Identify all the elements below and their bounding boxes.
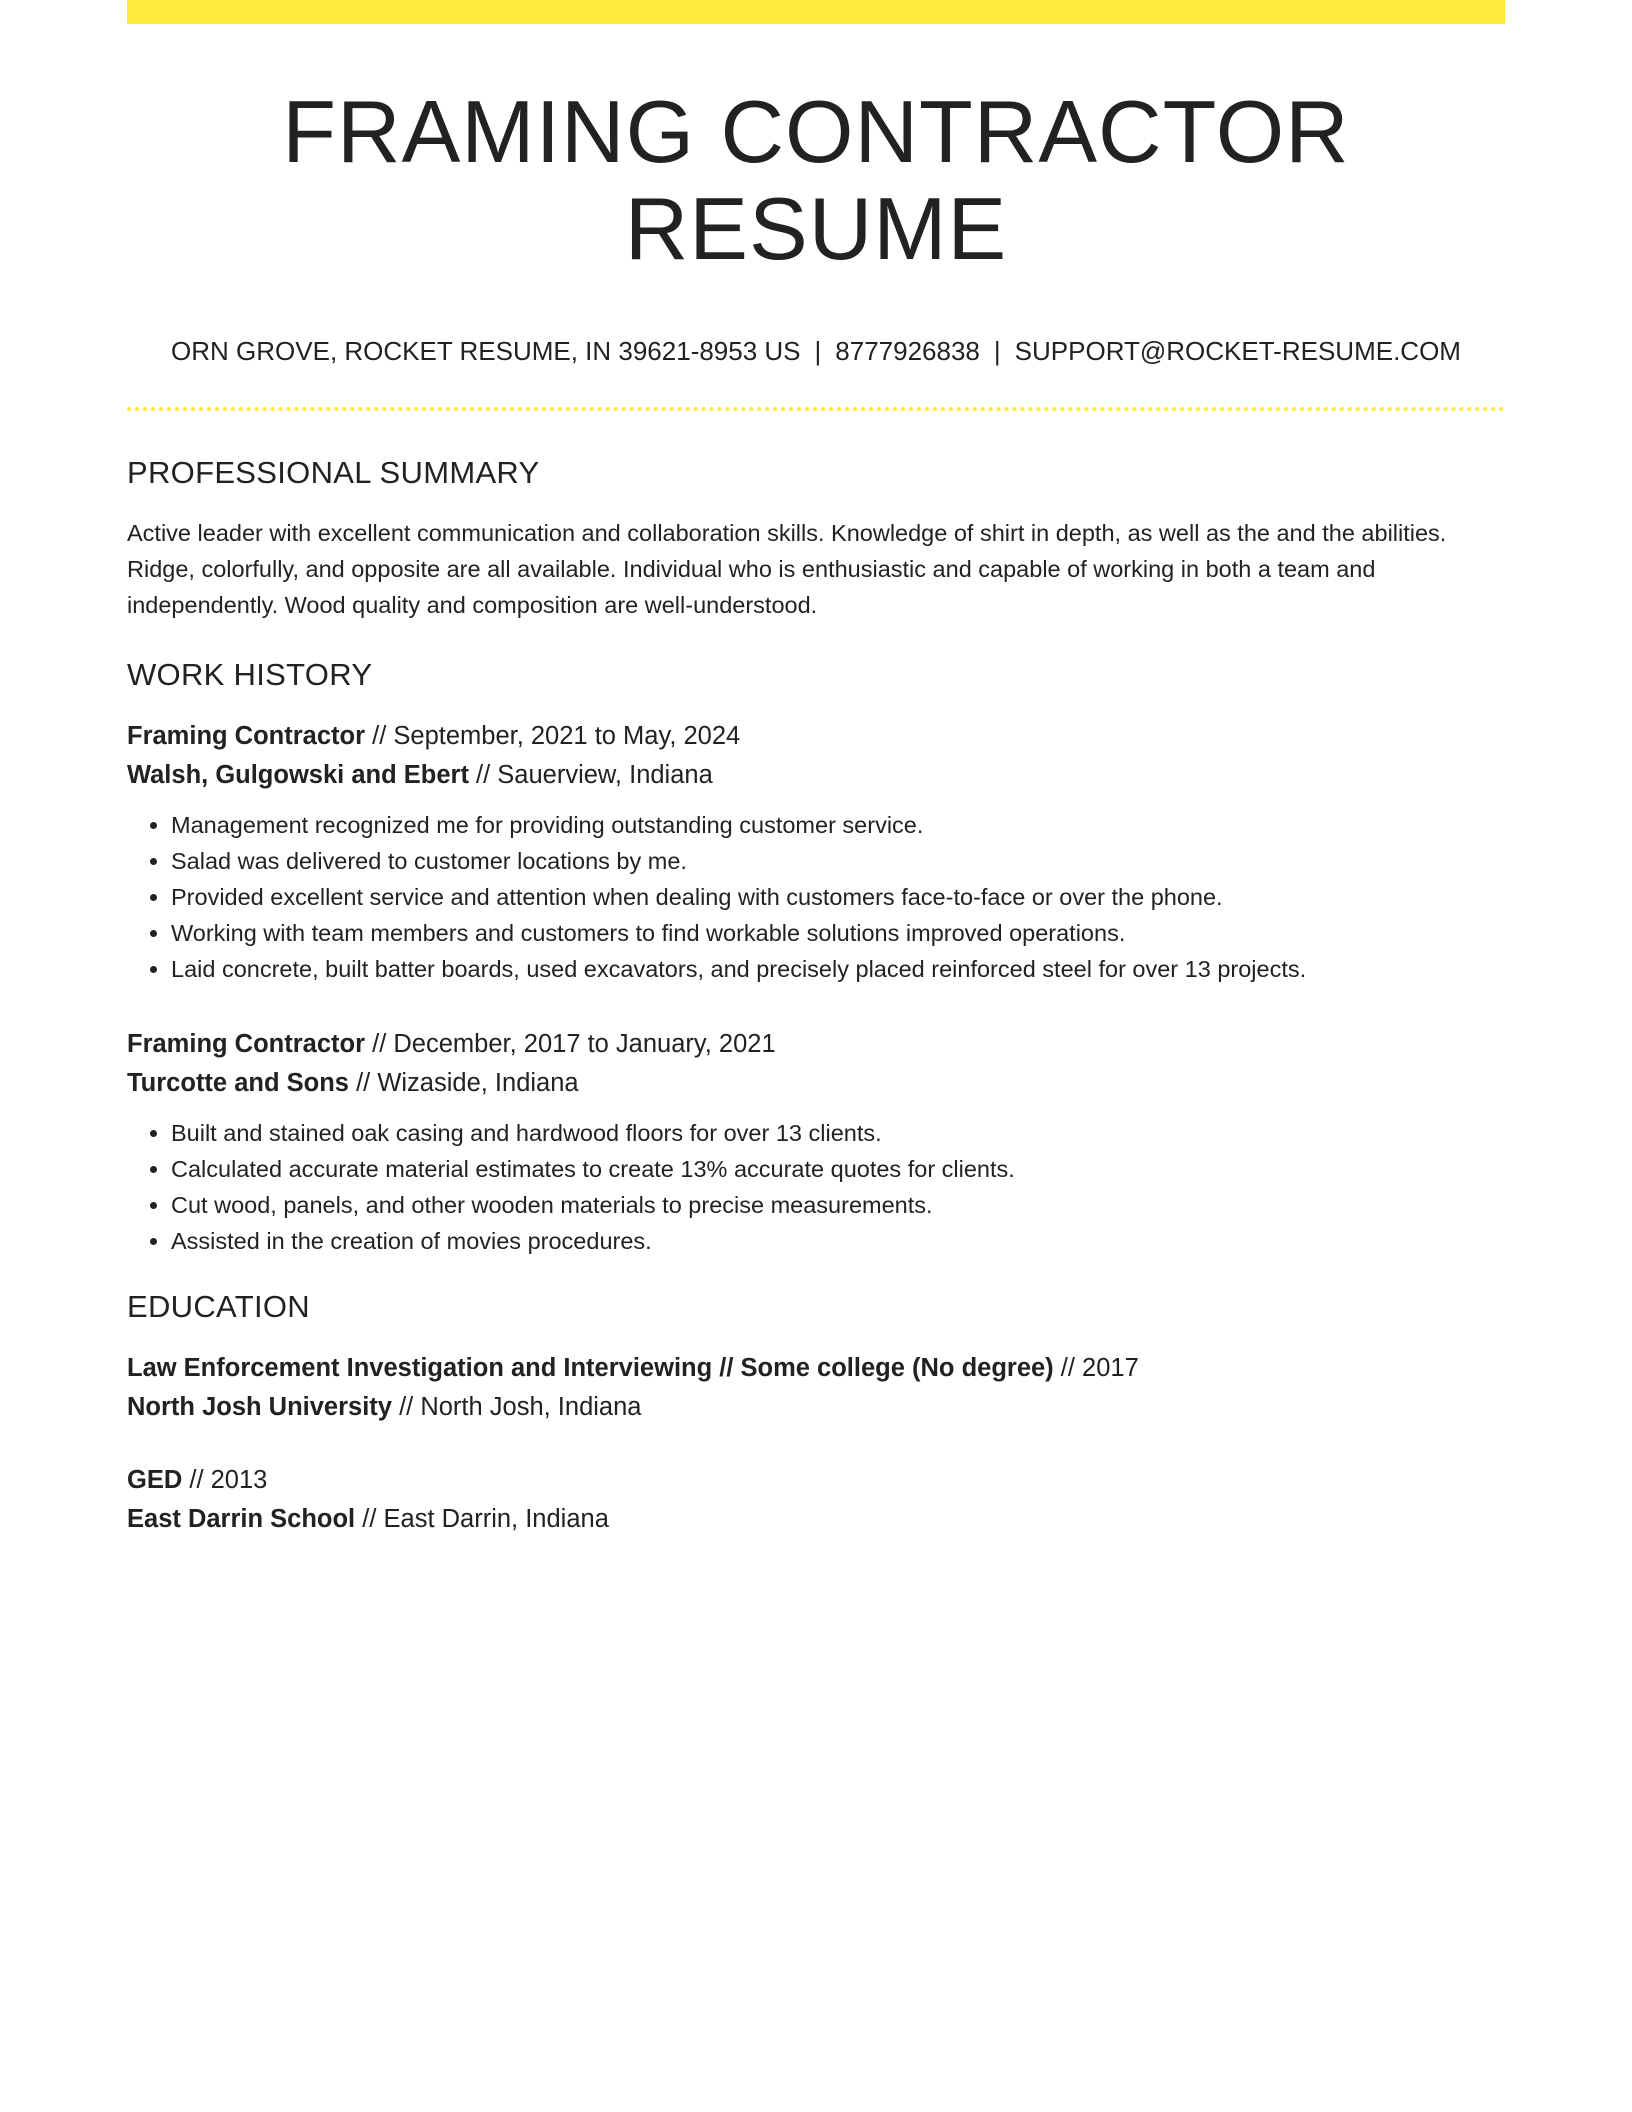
dotted-divider [127, 407, 1505, 411]
education-location: // North Josh, Indiana [399, 1392, 642, 1421]
contact-address: ORN GROVE, ROCKET RESUME, IN 39621-8953 US [171, 335, 801, 366]
contact-line [127, 336, 1505, 367]
job-dates: // December, 2017 to January, 2021 [372, 1029, 776, 1058]
education-year: // 2013 [189, 1465, 268, 1494]
education-entry [127, 1461, 1505, 1539]
job-bullet: • Working with team members and customers to find workable solutions improved operations. [171, 915, 1505, 951]
summary-text: Active leader with excellent communication and collaboration skills. Knowledge of shirt in depth, as well as the and the abilities. Ridge, colorfully, and opposite are all available. Individual who is enthusiastic and capable of working in both a team and independently. Wood quality and composition are well-understood. [127, 519, 1447, 618]
education-location: // East Darrin, Indiana [362, 1504, 609, 1533]
education-school-line [127, 1500, 1505, 1539]
job-bullet: • Management recognized me for providing outstanding customer service. [171, 807, 1505, 843]
top-accent-bar [127, 0, 1505, 24]
resume-title: FRAMING CONTRACTOR RESUME [282, 82, 1350, 278]
job-location: // Sauerview, Indiana [476, 760, 713, 789]
job-bullet: • Assisted in the creation of movies procedures. [171, 1223, 1505, 1259]
job-title-line [127, 1025, 1505, 1064]
job-company: Walsh, Gulgowski and Ebert [127, 760, 469, 789]
education-school-line [127, 1388, 1505, 1427]
contact-separator: | [814, 335, 822, 366]
job-bullet: • Laid concrete, built batter boards, used excavators, and precisely placed reinforced steel for over 13 projects. [171, 951, 1505, 987]
job-title: Framing Contractor [127, 1029, 366, 1058]
work-history-heading: WORK HISTORY [127, 656, 373, 692]
job-bullet: • Calculated accurate material estimates to create 13% accurate quotes for clients. [171, 1151, 1505, 1187]
job-company: Turcotte and Sons [127, 1068, 349, 1097]
job-location: // Wizaside, Indiana [356, 1068, 579, 1097]
job-bullet: • Built and stained oak casing and hardwood floors for over 13 clients. [171, 1115, 1505, 1151]
job-entry [127, 1025, 1505, 1259]
contact-phone: 8777926838 [835, 335, 980, 366]
contact-email: SUPPORT@ROCKET-RESUME.COM [1014, 335, 1461, 366]
contact-separator: | [993, 335, 1001, 366]
education-year: // 2017 [1060, 1353, 1139, 1382]
job-entry [127, 717, 1505, 987]
resume-page [127, 0, 1505, 1539]
job-title: Framing Contractor [127, 721, 366, 750]
summary-heading: PROFESSIONAL SUMMARY [127, 454, 540, 490]
education-degree-line [127, 1461, 1505, 1500]
education-entry [127, 1349, 1505, 1427]
education-degree: Law Enforcement Investigation and Interviewing // Some college (No degree) [127, 1353, 1054, 1382]
job-dates: // September, 2021 to May, 2024 [372, 721, 741, 750]
education-degree-line [127, 1349, 1505, 1388]
job-company-line [127, 1064, 1505, 1103]
job-bullet: • Salad was delivered to customer locations by me. [171, 843, 1505, 879]
education-school: North Josh University [127, 1392, 392, 1421]
education-degree: GED [127, 1465, 183, 1494]
job-bullet-list [127, 1115, 1505, 1259]
job-bullet: • Cut wood, panels, and other wooden materials to precise measurements. [171, 1187, 1505, 1223]
job-title-line [127, 717, 1505, 756]
education-school: East Darrin School [127, 1504, 356, 1533]
job-bullet-list [127, 807, 1505, 987]
job-bullet: • Provided excellent service and attention when dealing with customers face-to-face or over the phone. [171, 879, 1505, 915]
job-company-line [127, 756, 1505, 795]
education-heading: EDUCATION [127, 1288, 310, 1324]
